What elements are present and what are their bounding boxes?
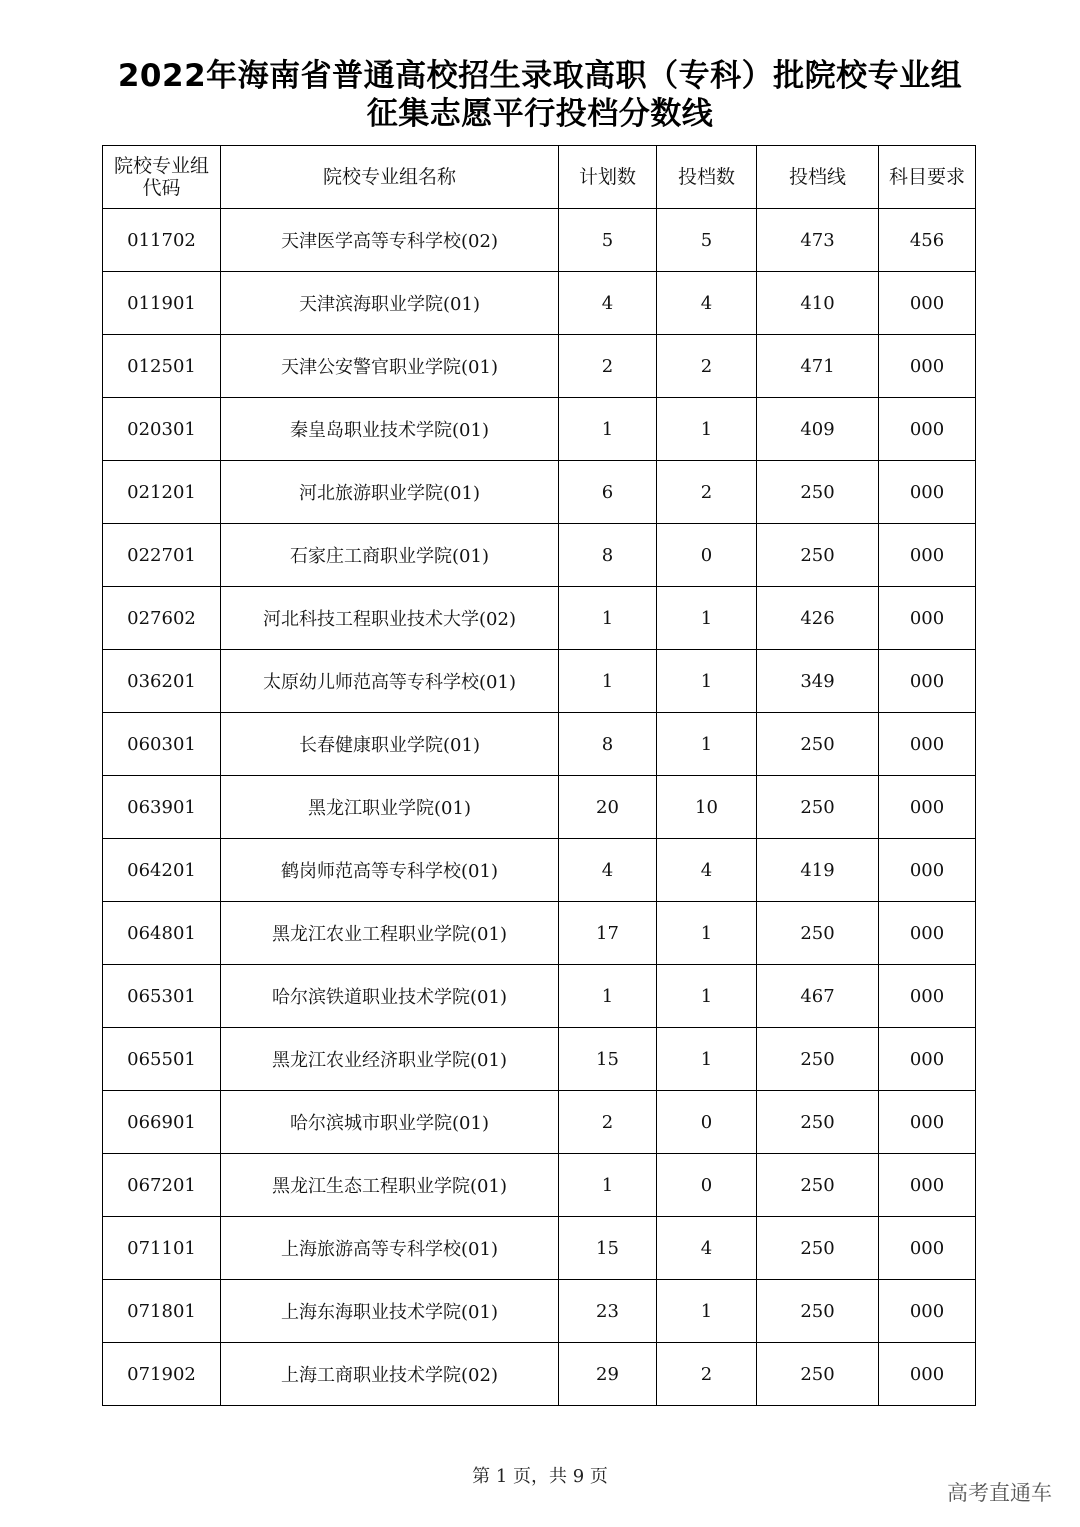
table-row bbox=[103, 1028, 976, 1091]
cell-group-code: 066901 bbox=[103, 1091, 221, 1154]
cell-group-code: 065301 bbox=[103, 965, 221, 1028]
cell-cutoff-score: 471 bbox=[757, 335, 879, 398]
cell-subject-requirement: 456 bbox=[879, 209, 976, 272]
cell-subject-requirement: 000 bbox=[879, 650, 976, 713]
cell-cutoff-score: 467 bbox=[757, 965, 879, 1028]
cell-filed-count: 4 bbox=[657, 1217, 757, 1280]
cell-subject-requirement: 000 bbox=[879, 713, 976, 776]
cell-plan-count: 4 bbox=[559, 272, 657, 335]
cell-filed-count: 0 bbox=[657, 1091, 757, 1154]
cell-group-name: 河北科技工程职业技术大学(02) bbox=[221, 587, 559, 650]
cell-group-name: 鹤岗师范高等专科学校(01) bbox=[221, 839, 559, 902]
cell-group-code: 027602 bbox=[103, 587, 221, 650]
cell-cutoff-score: 250 bbox=[757, 1154, 879, 1217]
cell-subject-requirement: 000 bbox=[879, 272, 976, 335]
cell-filed-count: 10 bbox=[657, 776, 757, 839]
cell-filed-count: 1 bbox=[657, 587, 757, 650]
page-number: 第 1 页，共 9 页 bbox=[472, 1466, 608, 1487]
cell-group-name: 上海东海职业技术学院(01) bbox=[221, 1280, 559, 1343]
cell-cutoff-score: 349 bbox=[757, 650, 879, 713]
cell-plan-count: 20 bbox=[559, 776, 657, 839]
cell-subject-requirement: 000 bbox=[879, 461, 976, 524]
cell-group-name: 天津滨海职业学院(01) bbox=[221, 272, 559, 335]
cell-plan-count: 8 bbox=[559, 524, 657, 587]
cell-group-code: 071101 bbox=[103, 1217, 221, 1280]
cell-group-name: 上海工商职业技术学院(02) bbox=[221, 1343, 559, 1406]
header-plan-count: 计划数 bbox=[559, 146, 657, 209]
cell-cutoff-score: 250 bbox=[757, 1028, 879, 1091]
cell-group-name: 黑龙江农业经济职业学院(01) bbox=[221, 1028, 559, 1091]
cell-group-name: 黑龙江生态工程职业学院(01) bbox=[221, 1154, 559, 1217]
cell-filed-count: 4 bbox=[657, 272, 757, 335]
cell-group-code: 063901 bbox=[103, 776, 221, 839]
cell-group-name: 黑龙江农业工程职业学院(01) bbox=[221, 902, 559, 965]
cell-subject-requirement: 000 bbox=[879, 524, 976, 587]
cell-group-name: 秦皇岛职业技术学院(01) bbox=[221, 398, 559, 461]
cell-filed-count: 1 bbox=[657, 902, 757, 965]
cell-group-code: 036201 bbox=[103, 650, 221, 713]
cell-filed-count: 1 bbox=[657, 650, 757, 713]
cell-filed-count: 5 bbox=[657, 209, 757, 272]
cell-plan-count: 6 bbox=[559, 461, 657, 524]
cell-plan-count: 17 bbox=[559, 902, 657, 965]
table-row bbox=[103, 650, 976, 713]
cell-group-code: 022701 bbox=[103, 524, 221, 587]
table-row bbox=[103, 965, 976, 1028]
document-title-line-1: 2022年海南省普通高校招生录取高职（专科）批院校专业组 bbox=[117, 58, 963, 94]
cell-cutoff-score: 250 bbox=[757, 1091, 879, 1154]
cell-cutoff-score: 250 bbox=[757, 1280, 879, 1343]
cell-subject-requirement: 000 bbox=[879, 965, 976, 1028]
cell-cutoff-score: 419 bbox=[757, 839, 879, 902]
header-group-code-line-1: 院校专业组 bbox=[113, 155, 209, 177]
cell-group-code: 060301 bbox=[103, 713, 221, 776]
cell-group-code: 064801 bbox=[103, 902, 221, 965]
table-row bbox=[103, 713, 976, 776]
cell-group-code: 071902 bbox=[103, 1343, 221, 1406]
cell-filed-count: 2 bbox=[657, 335, 757, 398]
cell-subject-requirement: 000 bbox=[879, 587, 976, 650]
cell-plan-count: 1 bbox=[559, 587, 657, 650]
cell-group-name: 天津医学高等专科学校(02) bbox=[221, 209, 559, 272]
cell-plan-count: 2 bbox=[559, 1091, 657, 1154]
header-group-name: 院校专业组名称 bbox=[221, 146, 559, 209]
header-group-code-line-2: 代码 bbox=[142, 177, 181, 199]
cell-cutoff-score: 409 bbox=[757, 398, 879, 461]
cell-plan-count: 4 bbox=[559, 839, 657, 902]
cell-filed-count: 2 bbox=[657, 461, 757, 524]
document-title-line-2: 征集志愿平行投档分数线 bbox=[366, 96, 714, 132]
cell-plan-count: 23 bbox=[559, 1280, 657, 1343]
cell-filed-count: 4 bbox=[657, 839, 757, 902]
cell-plan-count: 15 bbox=[559, 1217, 657, 1280]
table-row bbox=[103, 398, 976, 461]
admission-score-table bbox=[102, 145, 976, 1406]
cell-subject-requirement: 000 bbox=[879, 776, 976, 839]
cell-cutoff-score: 250 bbox=[757, 776, 879, 839]
table-row bbox=[103, 209, 976, 272]
cell-filed-count: 1 bbox=[657, 965, 757, 1028]
cell-cutoff-score: 250 bbox=[757, 461, 879, 524]
table-row bbox=[103, 1343, 976, 1406]
cell-group-name: 天津公安警官职业学院(01) bbox=[221, 335, 559, 398]
cell-group-name: 哈尔滨城市职业学院(01) bbox=[221, 1091, 559, 1154]
cell-subject-requirement: 000 bbox=[879, 1280, 976, 1343]
table-row bbox=[103, 1154, 976, 1217]
table-row bbox=[103, 335, 976, 398]
table-row bbox=[103, 776, 976, 839]
header-cutoff-score: 投档线 bbox=[757, 146, 879, 209]
cell-filed-count: 0 bbox=[657, 524, 757, 587]
cell-cutoff-score: 250 bbox=[757, 902, 879, 965]
cell-group-name: 黑龙江职业学院(01) bbox=[221, 776, 559, 839]
cell-subject-requirement: 000 bbox=[879, 398, 976, 461]
cell-plan-count: 15 bbox=[559, 1028, 657, 1091]
cell-cutoff-score: 250 bbox=[757, 524, 879, 587]
cell-filed-count: 1 bbox=[657, 1028, 757, 1091]
cell-subject-requirement: 000 bbox=[879, 335, 976, 398]
table-row bbox=[103, 524, 976, 587]
table-body bbox=[103, 209, 976, 1406]
header-group-code bbox=[103, 146, 221, 209]
table-row bbox=[103, 839, 976, 902]
cell-cutoff-score: 250 bbox=[757, 1343, 879, 1406]
cell-subject-requirement: 000 bbox=[879, 1028, 976, 1091]
cell-group-code: 071801 bbox=[103, 1280, 221, 1343]
cell-plan-count: 5 bbox=[559, 209, 657, 272]
table-header-row bbox=[103, 146, 976, 209]
cell-group-name: 长春健康职业学院(01) bbox=[221, 713, 559, 776]
header-subject-requirement: 科目要求 bbox=[879, 146, 976, 209]
watermark: 高考直通车 bbox=[947, 1481, 1052, 1505]
cell-group-code: 020301 bbox=[103, 398, 221, 461]
cell-group-code: 011901 bbox=[103, 272, 221, 335]
cell-group-code: 012501 bbox=[103, 335, 221, 398]
cell-subject-requirement: 000 bbox=[879, 1343, 976, 1406]
cell-cutoff-score: 410 bbox=[757, 272, 879, 335]
header-filed-count: 投档数 bbox=[657, 146, 757, 209]
table-row bbox=[103, 902, 976, 965]
cell-plan-count: 1 bbox=[559, 1154, 657, 1217]
cell-group-name: 太原幼儿师范高等专科学校(01) bbox=[221, 650, 559, 713]
cell-subject-requirement: 000 bbox=[879, 1217, 976, 1280]
cell-group-code: 011702 bbox=[103, 209, 221, 272]
table-row bbox=[103, 587, 976, 650]
cell-group-name: 石家庄工商职业学院(01) bbox=[221, 524, 559, 587]
table-row bbox=[103, 1091, 976, 1154]
cell-group-name: 上海旅游高等专科学校(01) bbox=[221, 1217, 559, 1280]
cell-plan-count: 8 bbox=[559, 713, 657, 776]
cell-group-name: 河北旅游职业学院(01) bbox=[221, 461, 559, 524]
cell-filed-count: 1 bbox=[657, 398, 757, 461]
cell-cutoff-score: 250 bbox=[757, 713, 879, 776]
table-row bbox=[103, 461, 976, 524]
cell-plan-count: 1 bbox=[559, 965, 657, 1028]
table-row bbox=[103, 1280, 976, 1343]
cell-subject-requirement: 000 bbox=[879, 1091, 976, 1154]
cell-cutoff-score: 473 bbox=[757, 209, 879, 272]
cell-plan-count: 1 bbox=[559, 650, 657, 713]
cell-group-code: 067201 bbox=[103, 1154, 221, 1217]
cell-group-code: 064201 bbox=[103, 839, 221, 902]
cell-plan-count: 29 bbox=[559, 1343, 657, 1406]
cell-group-code: 021201 bbox=[103, 461, 221, 524]
cell-subject-requirement: 000 bbox=[879, 1154, 976, 1217]
cell-filed-count: 1 bbox=[657, 1280, 757, 1343]
table-row bbox=[103, 272, 976, 335]
cell-cutoff-score: 426 bbox=[757, 587, 879, 650]
cell-filed-count: 0 bbox=[657, 1154, 757, 1217]
cell-plan-count: 1 bbox=[559, 398, 657, 461]
cell-filed-count: 1 bbox=[657, 713, 757, 776]
cell-group-code: 065501 bbox=[103, 1028, 221, 1091]
cell-subject-requirement: 000 bbox=[879, 902, 976, 965]
cell-filed-count: 2 bbox=[657, 1343, 757, 1406]
cell-cutoff-score: 250 bbox=[757, 1217, 879, 1280]
cell-group-name: 哈尔滨铁道职业技术学院(01) bbox=[221, 965, 559, 1028]
cell-subject-requirement: 000 bbox=[879, 839, 976, 902]
cell-plan-count: 2 bbox=[559, 335, 657, 398]
table-row bbox=[103, 1217, 976, 1280]
